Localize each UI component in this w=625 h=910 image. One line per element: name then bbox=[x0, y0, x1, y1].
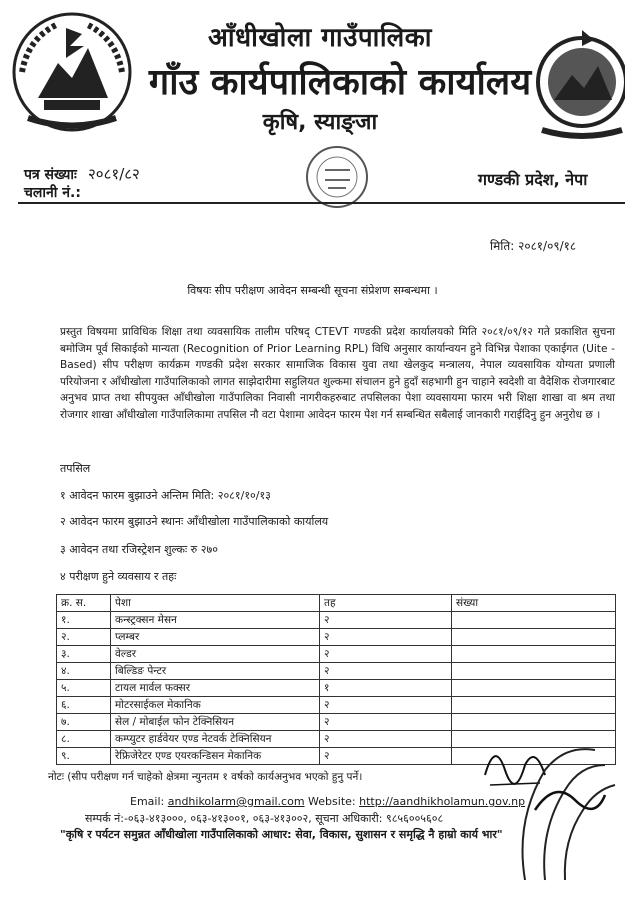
cell-count bbox=[452, 646, 616, 663]
cell-sn: २. bbox=[57, 629, 111, 646]
table-row bbox=[57, 697, 616, 714]
cell-level: २ bbox=[320, 629, 452, 646]
cell-occupation: बिल्डिङ पेन्टर bbox=[111, 663, 320, 680]
website-label: Website: bbox=[308, 795, 356, 808]
detail-item: २ आवेदन फारम बुझाउने स्थानः आँधीखोला गाउँपालिकाको कार्यालय bbox=[60, 515, 329, 528]
province-name: गण्डकी प्रदेश, नेपा bbox=[478, 170, 588, 189]
cell-level: २ bbox=[320, 714, 452, 731]
cell-occupation: मोटरसाईकल मेकानिक bbox=[111, 697, 320, 714]
table-row bbox=[57, 680, 616, 697]
cell-level: २ bbox=[320, 731, 452, 748]
cell-count bbox=[452, 680, 616, 697]
table-row bbox=[57, 646, 616, 663]
letter-date: मिति: २०८१/०९/१८ bbox=[490, 239, 577, 253]
office-name: गाँउ कार्यपालिकाको कार्यालय bbox=[148, 62, 532, 103]
cell-count bbox=[452, 612, 616, 629]
footer-contact-web bbox=[130, 795, 525, 808]
website-link[interactable]: http://aandhikholamun.gov.np bbox=[359, 795, 526, 808]
cell-sn: ९. bbox=[57, 748, 111, 765]
table-row bbox=[57, 663, 616, 680]
cell-count bbox=[452, 714, 616, 731]
header-divider bbox=[18, 202, 625, 204]
cell-level: २ bbox=[320, 697, 452, 714]
cell-count bbox=[452, 697, 616, 714]
cell-sn: ६. bbox=[57, 697, 111, 714]
office-location: कृषि, स्याङ्जा bbox=[262, 110, 378, 135]
cell-occupation: कन्स्ट्रक्सन मेसन bbox=[111, 612, 320, 629]
table-header-row bbox=[57, 595, 616, 612]
detail-item: ३ आवेदन तथा रजिस्ट्रेशन शुल्कः रु २७० bbox=[60, 543, 218, 556]
patra-label: पत्र संख्याः bbox=[24, 167, 77, 183]
cell-count bbox=[452, 629, 616, 646]
reference-labels bbox=[24, 166, 81, 202]
table-row bbox=[57, 714, 616, 731]
col-header-sn: क्र. स. bbox=[57, 595, 111, 612]
cell-occupation: कम्प्युटर हार्डवेयर एण्ड नेटवर्क टेक्निसियन bbox=[111, 731, 320, 748]
cell-occupation: टायल मार्वल फक्सर bbox=[111, 680, 320, 697]
nepal-emblem-icon bbox=[8, 8, 136, 136]
details-title: तपसिल bbox=[60, 462, 91, 475]
patra-number: २०८१/८२ bbox=[88, 165, 140, 183]
municipality-name: आँधीखोला गाउँपालिका bbox=[208, 23, 432, 53]
municipality-logo-icon bbox=[532, 20, 625, 145]
cell-occupation: वेल्डर bbox=[111, 646, 320, 663]
cell-count bbox=[452, 663, 616, 680]
cell-level: १ bbox=[320, 680, 452, 697]
email-label: Email: bbox=[130, 795, 165, 808]
table-row bbox=[57, 612, 616, 629]
cell-occupation: रेफ्रिजेरेटर एण्ड एयरकन्डिसन मेकानिक bbox=[111, 748, 320, 765]
note-text: नोटः (सीप परीक्षण गर्न चाहेको क्षेत्रमा न्युनतम १ वर्षको कार्यअनुभव भएको हुनु पर्ने। bbox=[48, 771, 363, 783]
cell-sn: ८. bbox=[57, 731, 111, 748]
footer-phone: सम्पर्क नं:-०६३-४१३०००, ०६३-४१३००१, ०६३-४१३००२, सूचना अधिकारी: ९८५६००५६०८ bbox=[85, 812, 444, 825]
cell-level: २ bbox=[320, 663, 452, 680]
detail-item: ४ परीक्षण हुने व्यवसाय र तहः bbox=[60, 570, 177, 583]
cell-sn: ७. bbox=[57, 714, 111, 731]
cell-level: २ bbox=[320, 612, 452, 629]
cell-sn: ३. bbox=[57, 646, 111, 663]
chalani-label: चलानी नं.: bbox=[24, 185, 81, 201]
letter-subject: विषयः सीप परीक्षण आवेदन सम्बन्धी सूचना संप्रेशण सम्बन्धमा । bbox=[187, 284, 438, 297]
footer-slogan: "कृषि र पर्यटन समुन्नत आँधीखोला गाउँपालिकाको आधार: सेवा, विकास, सुशासन र समृद्धि नै हाम्रो कार्य भार" bbox=[60, 828, 503, 841]
cell-occupation: सेल / मोबाईल फोन टेक्निसियन bbox=[111, 714, 320, 731]
col-header-occupation: पेशा bbox=[111, 595, 320, 612]
cell-occupation: प्लम्बर bbox=[111, 629, 320, 646]
cell-level: २ bbox=[320, 646, 452, 663]
letter-body: प्रस्तुत विषयमा प्राविधिक शिक्षा तथा व्यवसायिक तालीम परिषद् CTEVT गण्डकी प्रदेश कार्यालयको मिति २०८१/०९/१२ गते प्रकाशित सुचना बमोजिम पूर्व सिकाईको मान्यता (Recognition of Prior Learning RPL) विधि अनुसार कार्यान्वयन हुने विभिन्न पेशाका एकाईगत (Uite -Based) सीप परीक्षण कार्यक्रम गण्डकी प्रदेश सरकार सामाजिक विकास युवा तथा खेलकुद मन्त्रालय, नेपाल व्यवसायिक योग्यता प्रणाली परियोजना र आँधीखोला गाउँपालिकाको लागत साझेदारीमा सहुलियत शुल्कमा संचालन हुने हुदाँ सहभागी हुन चाहाने स्वदेशी वा वैदेशिक रोजगारबाट अनुभव प्राप्त तथा सीपयुक्त आँधीखोला गाउँपालिका निवासी नागरीकहरुबाट तपसिलका पेशा व्यवसायमा फारम भरी शिक्षा शाखा वा श्रम तथा रोजगार शाखा आँधीखोला गाउँपालिकामा तपसिल नौ वटा पेशामा आवेदन फारम पेश गर्न सम्बन्धित सबैलाई जानकारी गराईदिनु हुन अनुरोध छ । bbox=[60, 326, 615, 421]
official-seal-icon bbox=[505, 740, 620, 890]
table-row bbox=[57, 629, 616, 646]
col-header-count: संख्या bbox=[452, 595, 616, 612]
cell-sn: ४. bbox=[57, 663, 111, 680]
cell-level: २ bbox=[320, 748, 452, 765]
col-header-level: तह bbox=[320, 595, 452, 612]
cell-sn: ५. bbox=[57, 680, 111, 697]
email-link[interactable]: andhikolarm@gmail.com bbox=[167, 795, 305, 808]
detail-item: १ आवेदन फारम बुझाउने अन्तिम मिति: २०८१/१०/१३ bbox=[60, 489, 271, 502]
cell-sn: १. bbox=[57, 612, 111, 629]
